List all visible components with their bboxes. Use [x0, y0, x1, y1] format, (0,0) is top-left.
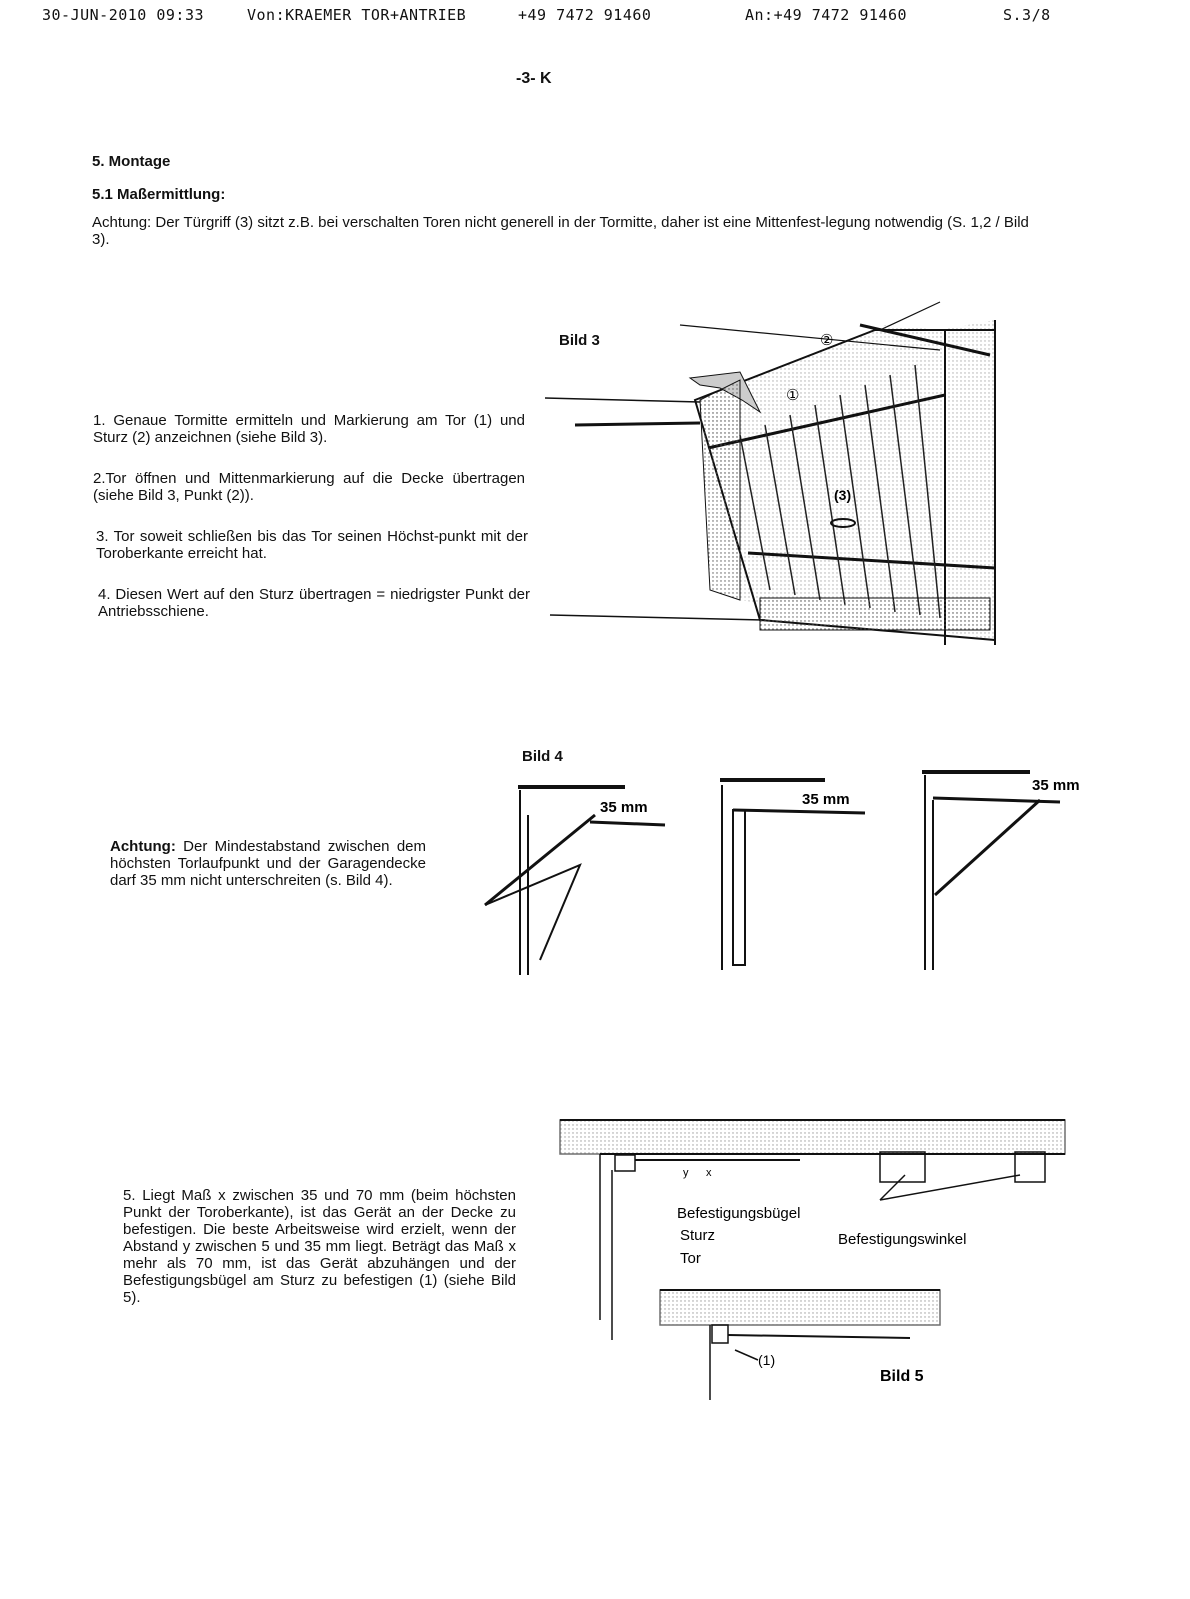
section-title: 5. Montage — [92, 153, 171, 170]
figure5-label-x: x — [706, 1167, 712, 1179]
warning-body: Der Mindestabstand zwischen dem höchsten Torlaufpunkt und der Garagendecke darf 35 mm nicht unterschreiten (s. Bild 4). — [110, 838, 426, 889]
figure4-dim-3: 35 mm — [1032, 777, 1080, 794]
step-1: 1. Genaue Tormitte ermitteln und Markierung am Tor (1) und Sturz (2) anzeichnen (siehe Bild 3). — [93, 412, 525, 446]
step-3: 3. Tor soweit schließen bis das Tor seinen Höchst-punkt mit der Toroberkante erreicht hat. — [96, 528, 528, 562]
note-intro: Achtung: Der Türgriff (3) sitzt z.B. bei verschalten Toren nicht generell in der Tormitte, daher ist eine Mittenfest-legung notwendig (S. 1,2 / Bild 3). — [92, 214, 1029, 248]
figure3-caption: Bild 3 — [559, 332, 600, 349]
step-5: 5. Liegt Maß x zwischen 35 und 70 mm (beim höchsten Punkt der Toroberkante), ist das Gerät an der Decke zu befestigen. Die beste Arbeitsweise wird erzielt, wenn der Abstand y zwischen 5 und 35 mm liegt. Beträgt das Maß x mehr als 70 mm, ist das Gerät abzuhängen und der Befestigungsbügel am Sturz zu befestigen (1) (siehe Bild 5). — [123, 1187, 516, 1306]
fax-to: An:+49 7472 91460 — [745, 6, 908, 24]
figure5-caption: Bild 5 — [880, 1368, 924, 1385]
subsection-title: 5.1 Maßermittlung: — [92, 186, 226, 203]
figure5-label-lintel: Sturz — [680, 1227, 716, 1244]
figure5-label-1: (1) — [758, 1352, 776, 1368]
figure4-caption: Bild 4 — [522, 748, 563, 765]
step-4: 4. Diesen Wert auf den Sturz übertragen = niedrigster Punkt der Antriebsschiene. — [98, 586, 530, 620]
figure3-marker-2: ② — [820, 332, 834, 349]
fax-from: Von:KRAEMER TOR+ANTRIEB — [247, 6, 467, 24]
figure4-dim-1: 35 mm — [600, 799, 648, 816]
figure5-label-bracket: Befestigungsbügel — [677, 1205, 801, 1222]
warning-label: Achtung: — [110, 838, 176, 855]
figure4-dim-2: 35 mm — [802, 791, 850, 808]
figure5-label-angle: Befestigungswinkel — [838, 1231, 967, 1248]
fax-datetime: 30-JUN-2010 09:33 — [42, 6, 205, 24]
step-2: 2.Tor öffnen und Mittenmarkierung auf die Decke übertragen (siehe Bild 3, Punkt (2)). — [93, 470, 525, 504]
figure5-label-y: y — [683, 1167, 689, 1179]
page-marker: -3- K — [516, 70, 552, 87]
fax-page: S.3/8 — [1003, 6, 1051, 24]
figure3-marker-1: ① — [786, 387, 800, 404]
figure5-label-door: Tor — [680, 1250, 701, 1267]
fax-from-phone: +49 7472 91460 — [518, 6, 652, 24]
figure3-marker-3: (3) — [834, 487, 852, 503]
